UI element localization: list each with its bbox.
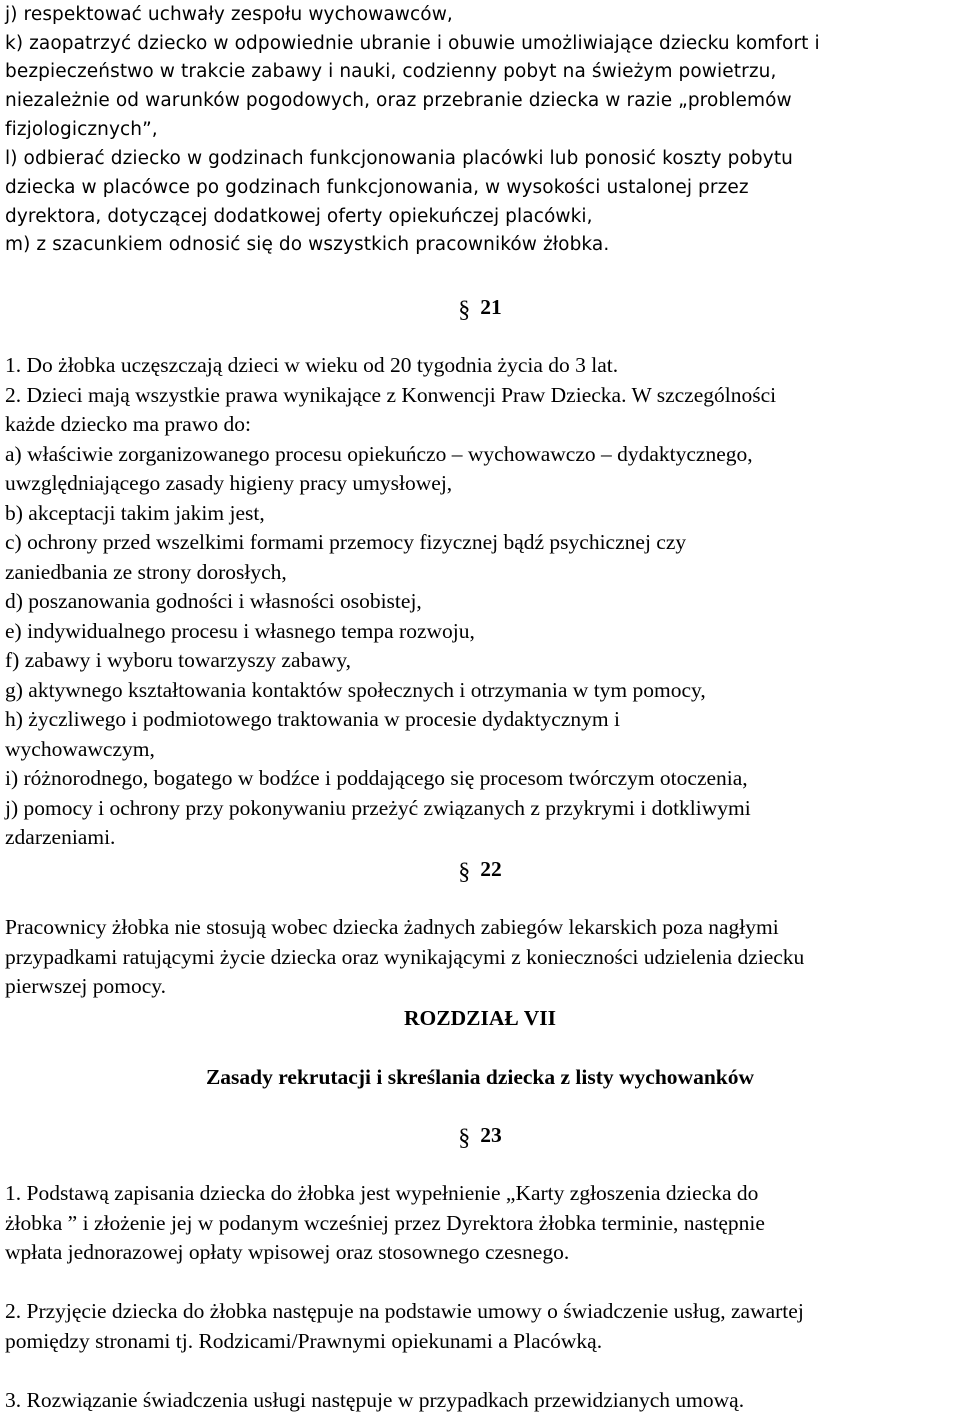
chapter-title: ROZDZIAŁ VII — [404, 1006, 556, 1030]
text-line: uwzględniającego zasady higieny pracy umysłowej, — [5, 471, 453, 495]
text-line: g) aktywnego kształtowania kontaktów społecznych i otrzymania w tym pomocy, — [5, 678, 706, 702]
text-line: każde dziecko ma prawo do: — [5, 412, 251, 436]
text-line: h) życzliwego i podmiotowego traktowania w procesie dydaktycznym i — [5, 707, 620, 731]
text-line: d) poszanowania godności i własności osobistej, — [5, 589, 422, 613]
text-line: dziecka w placówce po godzinach funkcjonowania, w wysokości ustalonej przez — [5, 177, 749, 198]
text-line: Pracownicy żłobka nie stosują wobec dziecka żadnych zabiegów lekarskich poza nagłymi — [5, 915, 779, 939]
text-line: pomiędzy stronami tj. Rodzicami/Prawnymi opiekunami a Placówką. — [5, 1329, 603, 1353]
text-line: 2. Przyjęcie dziecka do żłobka następuje na podstawie umowy o świadczenie usług, zawartej — [5, 1299, 804, 1323]
text-line: i) różnorodnego, bogatego w bodźce i poddającego się procesom twórczym otoczenia, — [5, 766, 748, 790]
text-line: 1. Do żłobka uczęszczają dzieci w wieku od 20 tygodnia życia do 3 lat. — [5, 353, 619, 377]
paragraph-number: 22 — [480, 857, 502, 881]
paragraph-heading-22 — [0, 856, 960, 885]
text-line: fizjologicznych”, — [5, 119, 158, 140]
text-line: j) pomocy i ochrony przy pokonywaniu przeżyć związanych z przykrymi i dotkliwymi — [5, 796, 751, 820]
text-line: żłobka ” i złożenie jej w podanym wcześniej przez Dyrektora żłobka terminie, następnie — [5, 1211, 765, 1235]
text-line: 1. Podstawą zapisania dziecka do żłobka jest wypełnienie „Karty zgłoszenia dziecka do — [5, 1181, 759, 1205]
text-line: wychowawczym, — [5, 737, 155, 761]
text-line: e) indywidualnego procesu i własnego tempa rozwoju, — [5, 619, 475, 643]
text-line: niezależnie od warunków pogodowych, oraz przebranie dziecka w razie „problemów — [5, 90, 792, 111]
paragraph-heading-21 — [0, 294, 960, 323]
text-line: k) zaopatrzyć dziecko w odpowiednie ubranie i obuwie umożliwiające dziecku komfort i — [5, 33, 820, 54]
chapter-subtitle: Zasady rekrutacji i skreślania dziecka z listy wychowanków — [205, 1065, 755, 1089]
text-line: dyrektora, dotyczącej dodatkowej oferty opiekuńczej placówki, — [5, 206, 593, 227]
section-sign-icon: § — [458, 1125, 471, 1151]
text-line: przypadkami ratującymi życie dziecka oraz wynikającymi z konieczności udzielenia dziecku — [5, 945, 805, 969]
text-line: zaniedbania ze strony dorosłych, — [5, 560, 287, 584]
text-line: zdarzeniami. — [5, 825, 116, 849]
text-line: c) ochrony przed wszelkimi formami przemocy fizycznej bądź psychicznej czy — [5, 530, 687, 554]
text-line: l) odbierać dziecko w godzinach funkcjonowania placówki lub ponosić koszty pobytu — [5, 148, 793, 169]
paragraph-number: 23 — [480, 1123, 502, 1147]
text-line: wpłata jednorazowej opłaty wpisowej oraz stosownego czesnego. — [5, 1240, 570, 1264]
text-line: j) respektować uchwały zespołu wychowawców, — [5, 4, 453, 25]
text-line: bezpieczeństwo w trakcie zabawy i nauki, codzienny pobyt na świeżym powietrzu, — [5, 61, 777, 82]
text-line: b) akceptacji takim jakim jest, — [5, 501, 265, 525]
paragraph-number: 21 — [480, 295, 502, 319]
paragraph-heading-23 — [0, 1122, 960, 1151]
text-line: 3. Rozwiązanie świadczenia usługi następuje w przypadkach przewidzianych umową. — [5, 1388, 745, 1412]
text-line: m) z szacunkiem odnosić się do wszystkich pracowników żłobka. — [5, 234, 610, 255]
text-line: pierwszej pomocy. — [5, 974, 166, 998]
section-sign-icon: § — [458, 859, 471, 885]
text-line: a) właściwie zorganizowanego procesu opiekuńczo – wychowawczo – dydaktycznego, — [5, 442, 753, 466]
section-sign-icon: § — [458, 297, 471, 323]
text-line: f) zabawy i wyboru towarzyszy zabawy, — [5, 648, 352, 672]
text-line: 2. Dzieci mają wszystkie prawa wynikające z Konwencji Praw Dziecka. W szczególności — [5, 383, 777, 407]
